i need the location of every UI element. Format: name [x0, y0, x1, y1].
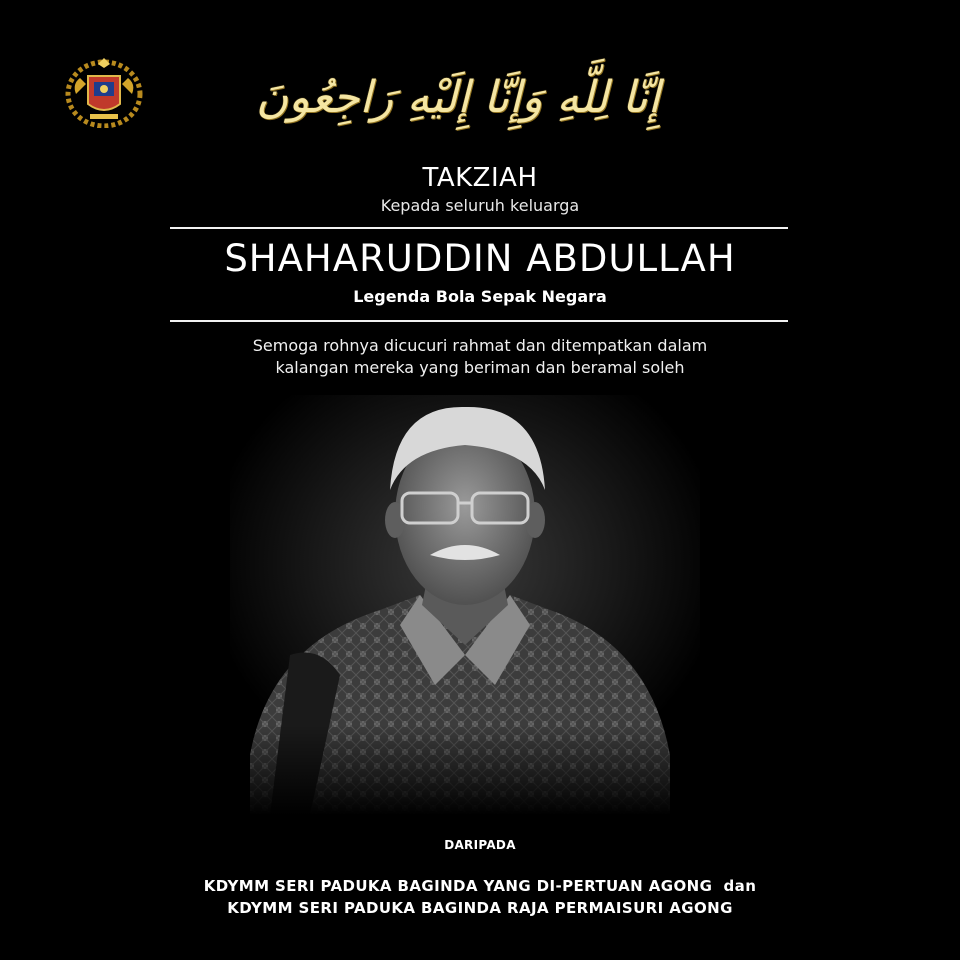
sender-text [0, 875, 960, 919]
divider-bottom [170, 320, 788, 322]
prayer-line-1: Semoga rohnya dicucuri rahmat dan ditempatkan dalam [252, 336, 708, 355]
sender-line-1: KDYMM SERI PADUKA BAGINDA YANG DI-PERTUAN AGONG dan [203, 877, 757, 895]
prayer-line-2: kalangan mereka yang beriman dan beramal soleh [275, 358, 685, 377]
arabic-calligraphy: إِنَّا لِلَّهِ وَإِنَّا إِلَيْهِ رَاجِعُونَ [256, 72, 660, 123]
divider-top [170, 227, 788, 229]
sender-line-2: KDYMM SERI PADUKA BAGINDA RAJA PERMAISURI AGONG [227, 899, 733, 917]
coat-of-arms-icon [64, 54, 144, 128]
page-subtitle: Kepada seluruh keluarga [380, 196, 580, 215]
prayer-text [0, 335, 960, 379]
page-title: TAKZIAH [422, 163, 538, 193]
from-label: DARIPADA [444, 838, 516, 852]
deceased-description: Legenda Bola Sepak Negara [353, 287, 607, 306]
deceased-name: SHAHARUDDIN ABDULLAH [224, 237, 736, 280]
portrait-photo [230, 395, 700, 815]
